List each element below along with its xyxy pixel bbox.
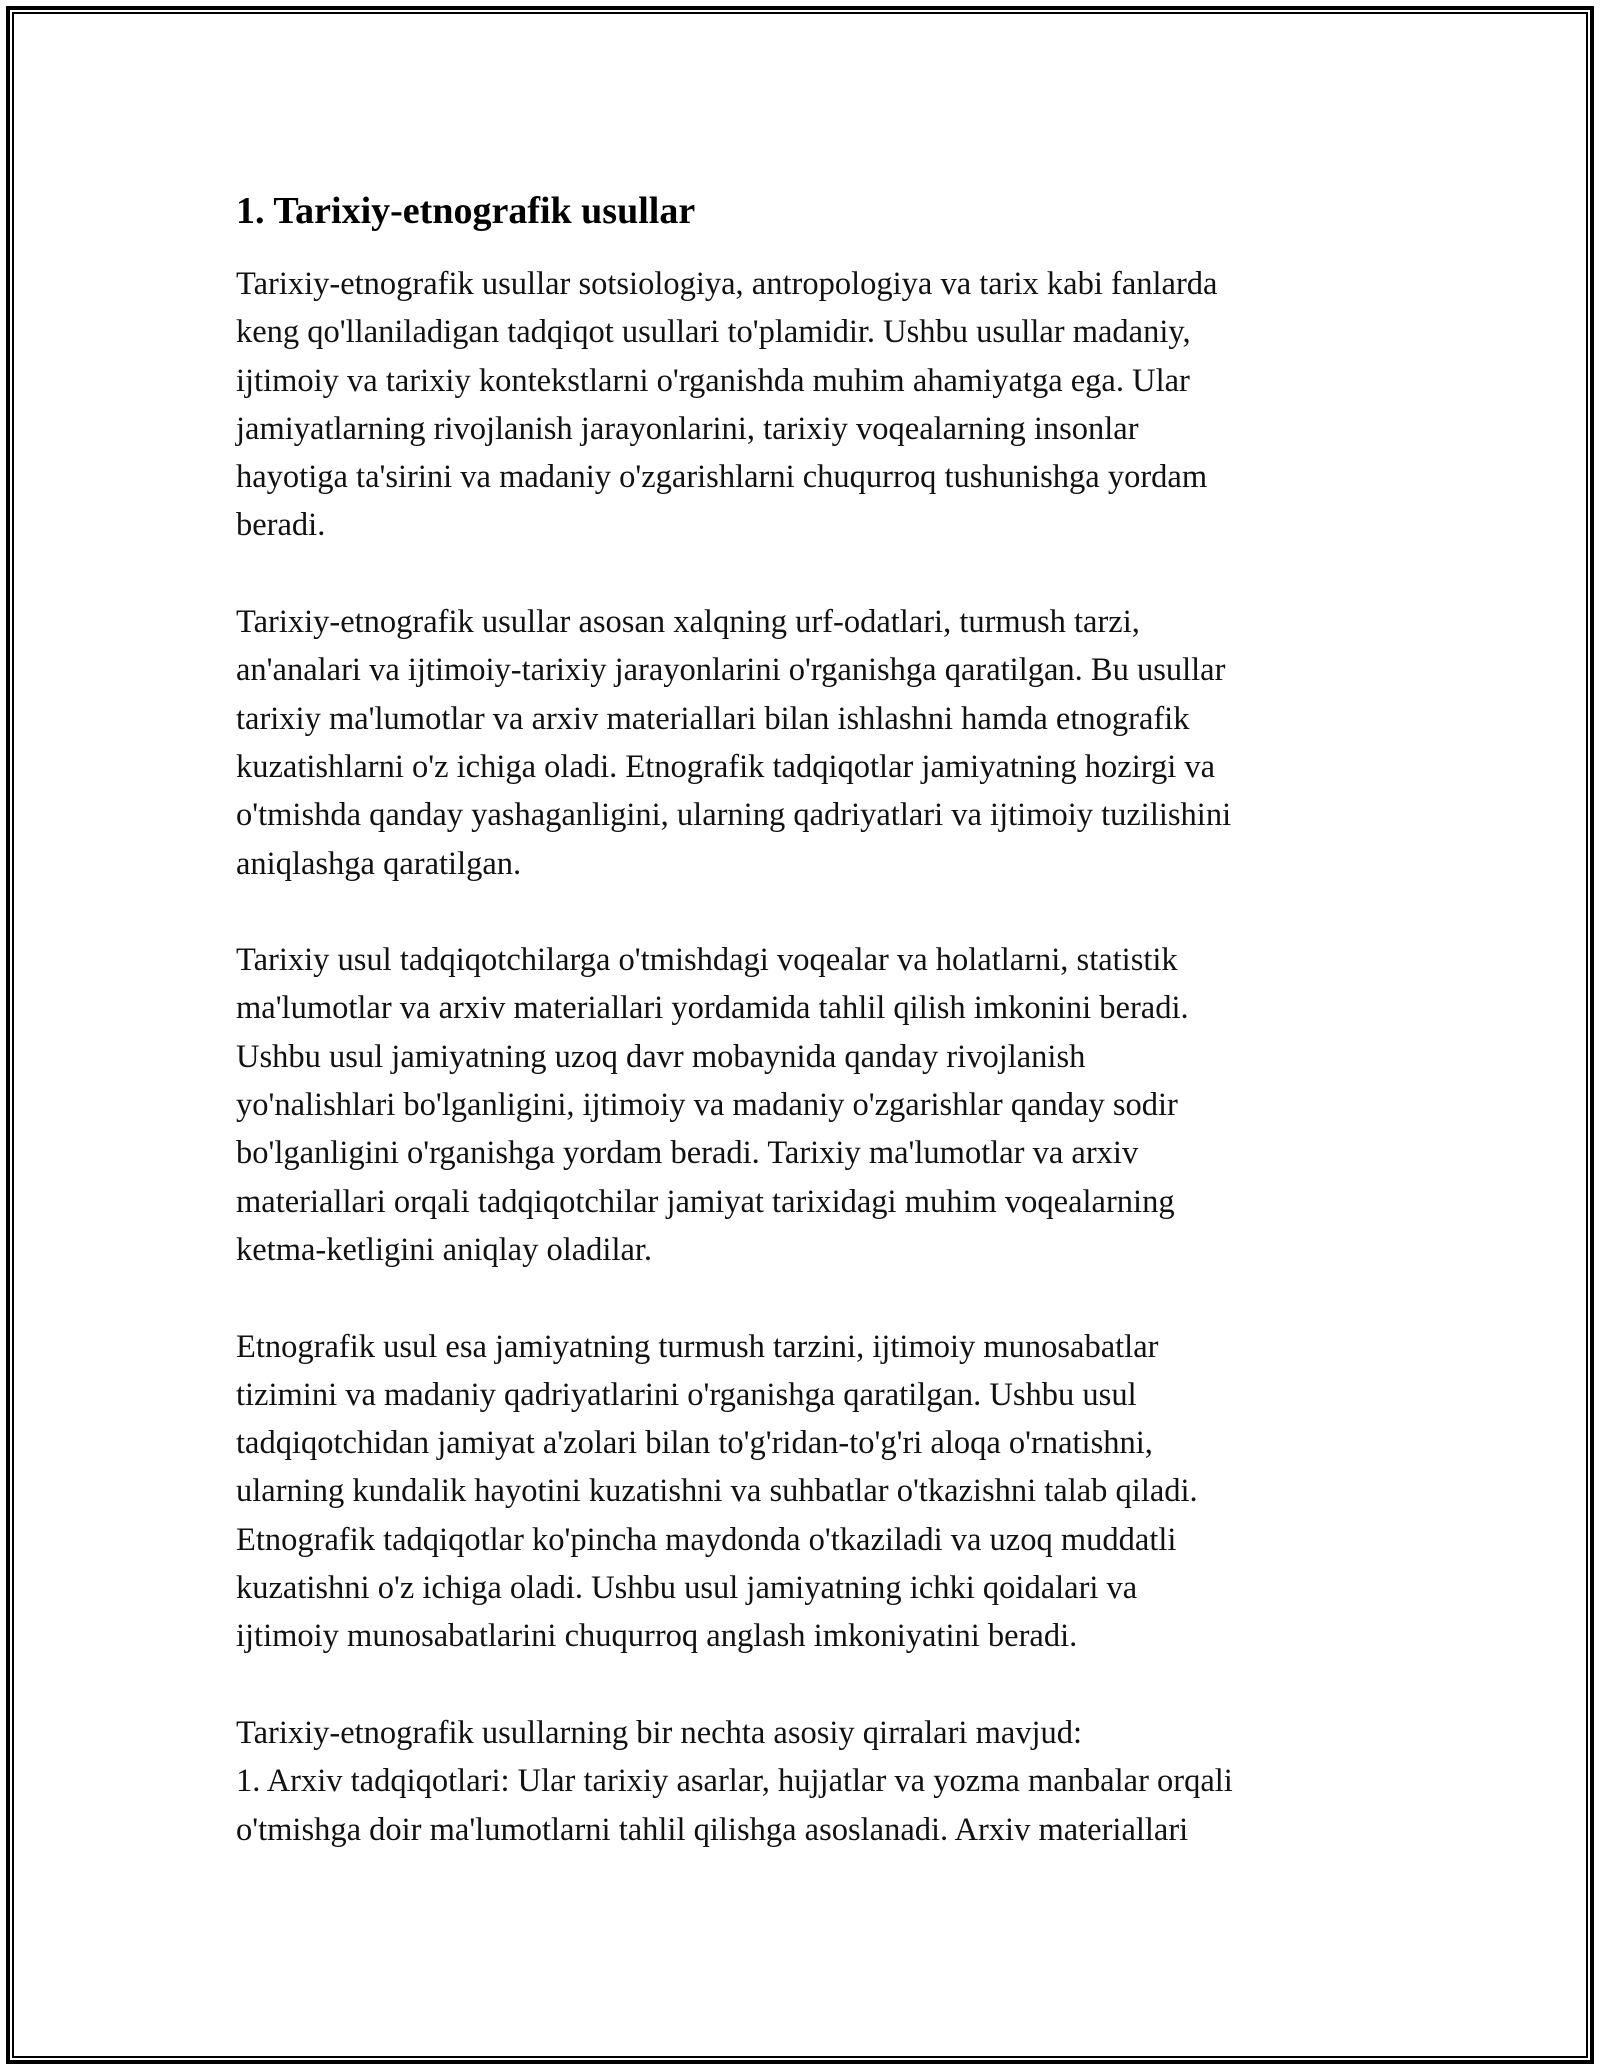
text-line: tarixiy ma'lumotlar va arxiv materiallari bilan ishlashni hamda etnografik [236,700,1190,737]
text-line: Etnografik tadqiqotlar ko'pincha maydonda o'tkaziladi va uzoq muddatli [236,1521,1177,1558]
paragraph-focus [236,598,1376,888]
text-line: Tarixiy usul tadqiqotchilarga o'tmishdagi voqealar va holatlarni, statistik [236,942,1178,979]
text-line: Tarixiy-etnografik usullar asosan xalqning urf-odatlari, turmush tarzi, [236,604,1140,641]
text-line: aniqlashga qaratilgan. [236,845,522,882]
paragraph-historical-method [236,936,1376,1274]
text-line: an'analari va ijtimoiy-tarixiy jarayonlarini o'rganishga qaratilgan. Bu usullar [236,652,1226,689]
text-line: ma'lumotlar va arxiv materiallari yordamida tahlil qilish imkonini beradi. [236,990,1189,1027]
text-line: kuzatishlarni o'z ichiga oladi. Etnografik tadqiqotlar jamiyatning hozirgi va [236,748,1216,785]
text-line: Ushbu usul jamiyatning uzoq davr mobaynida qanday rivojlanish [236,1038,1086,1075]
text-line: ijtimoiy va tarixiy kontekstlarni o'rganishda muhim ahamiyatga ega. Ular [236,362,1190,399]
text-line: materiallari orqali tadqiqotchilar jamiyat tarixidagi muhim voqealarning [236,1183,1175,1220]
text-line: keng qo'llaniladigan tadqiqot usullari to'plamidir. Ushbu usullar madaniy, [236,314,1191,351]
text-line: beradi. [236,507,326,544]
paragraph-ethnographic-method [236,1323,1376,1661]
text-line: hayotiga ta'sirini va madaniy o'zgarishlarni chuqurroq tushunishga yordam [236,459,1208,496]
text-line: bo'lganligini o'rganishga yordam beradi. Tarixiy ma'lumotlar va arxiv [236,1135,1139,1172]
text-line: jamiyatlarning rivojlanish jarayonlarini, tarixiy voqealarning insonlar [236,410,1139,447]
text-line: yo'nalishlari bo'lganligini, ijtimoiy va madaniy o'zgarishlar qanday sodir [236,1087,1178,1124]
text-line: tadqiqotchidan jamiyat a'zolari bilan to'g'ridan-to'g'ri aloqa o'rnatishni, [236,1425,1153,1462]
text-line: ketma-ketligini aniqlay oladilar. [236,1231,653,1268]
text-line: ijtimoiy munosabatlarini chuqurroq anglash imkoniyatini beradi. [236,1618,1078,1655]
text-line: ularning kundalik hayotini kuzatishni va suhbatlar o'tkazishni talab qiladi. [236,1473,1198,1510]
paragraph-intro [236,260,1376,550]
text-line: o'tmishga doir ma'lumotlarni tahlil qilishga asoslanadi. Arxiv materiallari [236,1811,1189,1848]
text-line: Tarixiy-etnografik usullar sotsiologiya, antropologiya va tarix kabi fanlarda [236,266,1218,302]
text-line: tizimini va madaniy qadriyatlarini o'rganishga qaratilgan. Ushbu usul [236,1376,1137,1413]
list-item: 1. Arxiv tadqiqotlari: Ular tarixiy asarlar, hujjatlar va yozma manbalar orqali [236,1763,1233,1800]
text-line: o'tmishda qanday yashaganligini, ularning qadriyatlari va ijtimoiy tuzilishini [236,797,1232,834]
document-body [236,188,1376,1854]
paragraph-aspects [236,1709,1376,1854]
section-heading: 1. Tarixiy-etnografik usullar [236,190,696,232]
text-line: kuzatishni o'z ichiga oladi. Ushbu usul jamiyatning ichki qoidalari va [236,1570,1138,1607]
text-line: Tarixiy-etnografik usullarning bir nechta asosiy qirralari mavjud: [236,1714,1083,1751]
text-line: Etnografik usul esa jamiyatning turmush tarzini, ijtimoiy munosabatlar [236,1328,1159,1365]
